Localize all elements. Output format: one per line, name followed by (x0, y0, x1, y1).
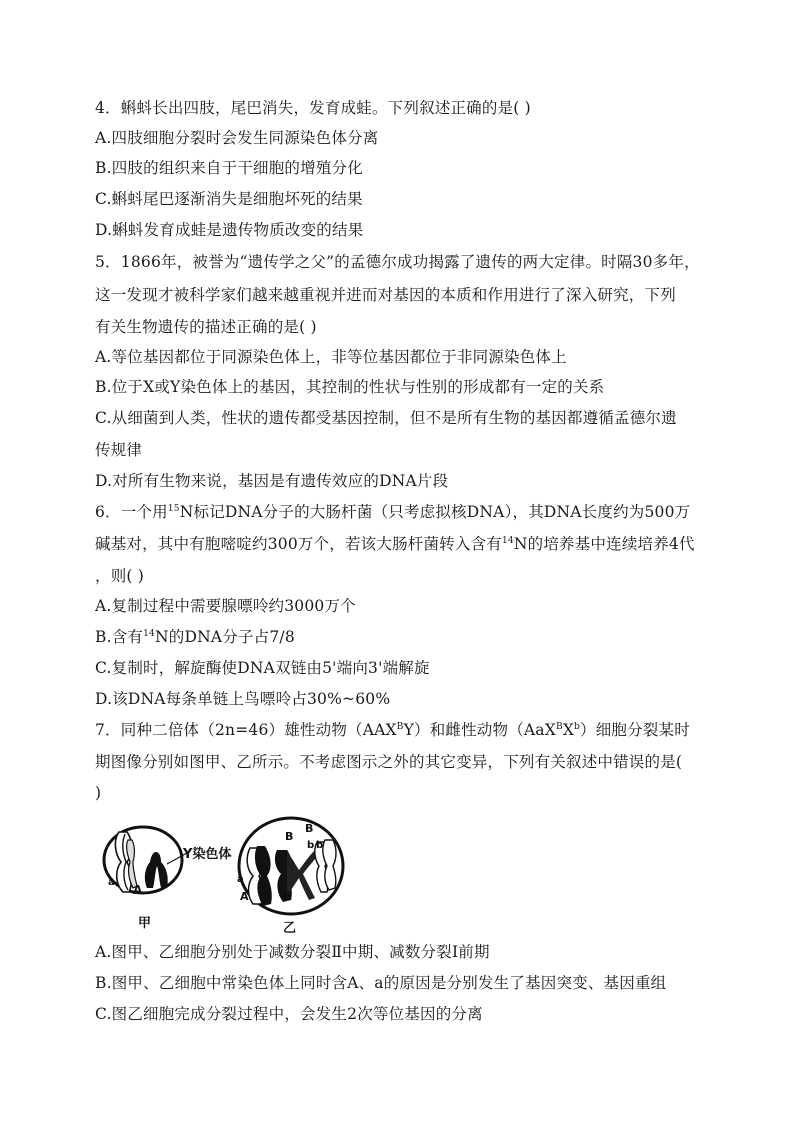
chromosome-tetrad-1 (247, 846, 272, 906)
label-B-2: B (305, 822, 314, 835)
label-A-yi-1: A (240, 890, 249, 903)
q5-option-a: A.等位基因都位于同源染色体上，非等位基因都位于非同源染色体上 (95, 348, 567, 366)
label-A-yi-2: A (283, 890, 292, 903)
q7-stem-line1 (95, 720, 690, 740)
q6-stem-line2 (95, 534, 695, 554)
allele-sup: b (574, 722, 581, 732)
isotope-15: 15 (167, 504, 180, 514)
q4-option-d: D.蝌蚪发育成蛙是遗传物质改变的结果 (95, 221, 364, 239)
q5-stem-line1: 5．1866年，被誉为“遗传学之父”的孟德尔成功揭露了遗传的两大定律。时隔30多年， (95, 253, 700, 271)
q6-stem-line1 (95, 502, 690, 522)
q7-stem-text: 7．同种二倍体（2n=46）雄性动物（AAX (95, 721, 397, 739)
q6-option-d: D.该DNA每条单链上鸟嘌呤占30%~60% (95, 690, 391, 708)
q6-stem-text: 碱基对，其中有胞嘧啶约300万个，若该大肠杆菌转入含有 (95, 535, 502, 553)
label-B-1: B (285, 830, 294, 843)
label-yi: 乙 (283, 921, 297, 935)
q7-stem-line2: 期图像分别如图甲、乙所示。不考虑图示之外的其它变异，下列有关叙述中错误的是( (95, 753, 683, 771)
q6-option-b-text: B.含有 (95, 628, 144, 646)
q6-stem-text: N的培养基中连续培养4代 (513, 535, 695, 553)
q6-stem-line3: ，则( ) (95, 567, 145, 585)
cell-division-figure (95, 810, 435, 935)
q5-option-b: B.位于X或Y染色体上的基因，其控制的性状与性别的形成都有一定的关系 (95, 378, 605, 396)
q5-option-d: D.对所有生物来说，基因是有遗传效应的DNA片段 (95, 472, 449, 490)
q5-stem-line3: 有关生物遗传的描述正确的是( ) (95, 318, 317, 336)
q6-option-a: A.复制过程中需要腺嘌呤约3000万个 (95, 597, 356, 615)
q6-option-b-text: N的DNA分子占7/8 (154, 628, 295, 646)
q5-stem-line2: 这一发现才被科学家们越来越重视并进而对基因的本质和作用进行了深入研究，下列 (95, 286, 676, 304)
allele-sup: B (396, 722, 404, 732)
label-b-2: b (316, 840, 324, 851)
cell-yi (237, 818, 343, 935)
q7-option-a: A.图甲、乙细胞分别处于减数分裂Ⅱ中期、减数分裂Ⅰ前期 (95, 943, 490, 961)
q6-option-c: C.复制时，解旋酶使DNA双链由5'端向3'端解旋 (95, 659, 430, 677)
q7-stem-text: ）细胞分裂某时 (580, 721, 690, 739)
label-b-1: b (307, 840, 315, 851)
allele-sup: B (555, 722, 563, 732)
label-jia: 甲 (138, 916, 152, 931)
isotope-14: 14 (143, 629, 155, 639)
cell-jia (104, 827, 231, 931)
q5-option-c: C.从细菌到人类，性状的遗传都受基因控制，但不是所有生物的基因都遵循孟德尔遗 (95, 409, 677, 427)
q6-stem-text: 6．一个用 (95, 503, 168, 521)
label-a-yi: a (237, 874, 244, 885)
label-a-jia: a (108, 877, 115, 888)
q6-option-b (95, 627, 295, 647)
q7-stem-text: X (562, 721, 575, 739)
q6-stem-text: N标记DNA分子的大肠杆菌（只考虑拟核DNA），其DNA长度约为500万 (179, 503, 691, 521)
label-A-jia: A (133, 883, 143, 897)
q7-option-b: B.图甲、乙细胞中常染色体上同时含A、a的原因是分别发生了基因突变、基因重组 (95, 974, 667, 992)
label-y-chromosome: Y染色体 (183, 847, 232, 862)
q4-option-b: B.四肢的组织来自于干细胞的增殖分化 (95, 159, 363, 177)
chromosome-y (145, 852, 168, 888)
q4-stem: 4．蝌蚪长出四肢，尾巴消失，发育成蛙。下列叙述正确的是( ) (95, 99, 531, 117)
chromosome-tetrad-2 (275, 850, 319, 902)
q7-option-c: C.图乙细胞完成分裂过程中，会发生2次等位基因的分离 (95, 1005, 483, 1023)
q4-option-a: A.四肢细胞分裂时会发生同源染色体分离 (95, 129, 379, 147)
q4-option-c: C.蝌蚪尾巴逐渐消失是细胞坏死的结果 (95, 190, 363, 208)
q5-option-c-cont: 传规律 (95, 441, 143, 459)
q7-stem-text: Y）和雌性动物（AaX (403, 721, 556, 739)
isotope-14: 14 (502, 536, 514, 546)
q7-stem-line3: ) (95, 784, 102, 802)
